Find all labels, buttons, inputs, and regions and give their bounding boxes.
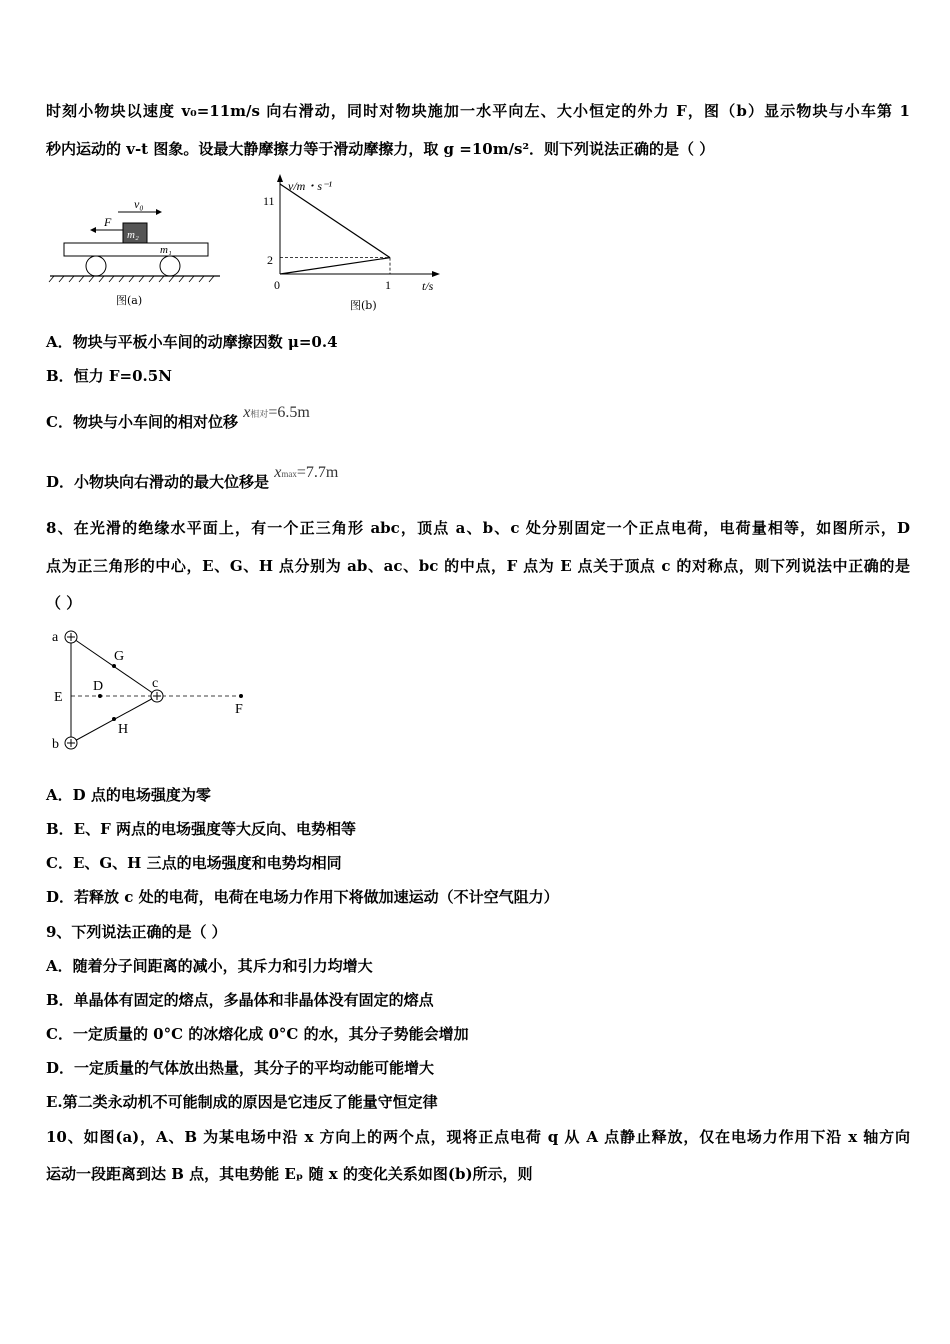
figure-b-caption: 图(b)	[350, 299, 377, 312]
point-D	[98, 694, 102, 698]
q9-option-d: D．一定质量的气体放出热量，其分子的平均动能可能增大	[46, 1059, 435, 1077]
tick-label-11: 11	[263, 194, 275, 208]
v0-label: v₀	[134, 197, 144, 211]
q7-option-c-text: C．物块与小车间的相对位移	[46, 413, 238, 431]
x-axis-label: t/s	[422, 279, 434, 293]
force-arrowhead	[90, 227, 96, 233]
figure-a-caption: 图(a)	[116, 294, 143, 307]
q9-stem: 9、下列说法正确的是（ ）	[46, 923, 227, 941]
point-G	[112, 664, 116, 668]
q8-stem-line-1: 8、在光滑的绝缘水平面上，有一个正三角形 abc，顶点 a、b、c 处分别固定一个正点电荷，电荷量相等，如图所示，D	[46, 519, 910, 537]
charge-a	[65, 631, 77, 643]
series-block-line	[280, 184, 390, 258]
q7-intro-line-2: 秒内运动的 v-t 图象。设最大静摩擦力等于滑动摩擦力，取 g =10m/s²．则下列说法正确的是（ ）	[46, 140, 715, 158]
q7-option-b: B．恒力 F=0.5N	[46, 367, 172, 385]
q8-stem-line-2: 点为正三角形的中心，E、G、H 点分别为 ab、ac、bc 的中点，F 点为 E 点关于顶点 c 的对称点，则下列说法中正确的是	[46, 557, 910, 575]
y-axis-arrow	[277, 174, 283, 182]
point-H	[112, 717, 116, 721]
cart-wheel-left	[86, 256, 106, 276]
q7-option-c-formula: x相对=6.5m	[243, 404, 310, 421]
q8-option-a: A．D 点的电场强度为零	[46, 786, 211, 804]
q9-option-c: C．一定质量的 0°C 的冰熔化成 0°C 的水，其分子势能会增加	[46, 1025, 469, 1043]
tick-label-2: 2	[267, 253, 273, 267]
q9-option-e: E.第二类永动机不可能制成的原因是它违反了能量守恒定律	[46, 1093, 438, 1111]
q9-option-b: B．单晶体有固定的熔点，多晶体和非晶体没有固定的熔点	[46, 991, 434, 1009]
q7-option-a: A．物块与平板小车间的动摩擦因数 μ=0.4	[46, 333, 338, 351]
q7-option-d	[46, 464, 910, 494]
q8-option-c: C．E、G、H 三点的电场强度和电势均相同	[46, 854, 342, 872]
label-a: a	[52, 630, 59, 645]
q7-option-c	[46, 404, 910, 434]
q7-option-d-text: D．小物块向右滑动的最大位移是	[46, 473, 270, 491]
q10-stem-line-2: 运动一段距离到达 B 点，其电势能 Eₚ 随 x 的变化关系如图(b)所示，则	[46, 1165, 533, 1183]
q10-stem-line-1: 10、如图(a)，A、B 为某电场中沿 x 方向上的两个点，现将正点电荷 q 从 A 点静止释放，仅在电场力作用下沿 x 轴方向	[46, 1128, 910, 1146]
origin-label: 0	[274, 278, 280, 292]
figure-b-vt-graph	[250, 172, 450, 312]
label-H: H	[118, 722, 129, 737]
force-label: F	[104, 215, 112, 229]
label-G: G	[114, 649, 125, 664]
tick-label-1: 1	[385, 278, 391, 292]
q7-intro-line-1: 时刻小物块以速度 v₀=11m/s 向右滑动，同时对物块施加一水平向左、大小恒定的外力 F，图（b）显示物块与小车第 1	[46, 102, 910, 120]
x-axis-arrow	[432, 271, 440, 277]
cart-wheel-right	[160, 256, 180, 276]
label-E: E	[54, 690, 63, 705]
m1-label: m₁	[160, 244, 172, 256]
label-F: F	[235, 702, 243, 717]
label-c: c	[152, 676, 159, 691]
figure-a-block-on-cart	[46, 190, 226, 310]
q8-option-d: D．若释放 c 处的电荷，电荷在电场力作用下将做加速运动（不计空气阻力）	[46, 888, 559, 906]
ground-hatching	[49, 276, 214, 282]
q8-option-b: B．E、F 两点的电场强度等大反向、电势相等	[46, 820, 356, 838]
y-axis-label: v/m・s⁻¹	[288, 179, 332, 193]
q8-stem-line-3: （ ）	[46, 594, 82, 612]
figure-q8-triangle	[46, 622, 256, 752]
m2-label: m₂	[127, 229, 139, 241]
q9-option-a: A．随着分子间距离的减小，其斥力和引力均增大	[46, 957, 373, 975]
series-cart-line	[280, 258, 390, 274]
charge-b	[65, 737, 77, 749]
q7-option-d-formula: xmax=7.7m	[274, 464, 339, 481]
cart-board	[64, 243, 208, 256]
charge-c	[151, 690, 163, 702]
point-F	[239, 694, 243, 698]
v0-arrowhead	[156, 209, 162, 215]
label-D: D	[93, 679, 104, 694]
label-b: b	[52, 737, 59, 752]
